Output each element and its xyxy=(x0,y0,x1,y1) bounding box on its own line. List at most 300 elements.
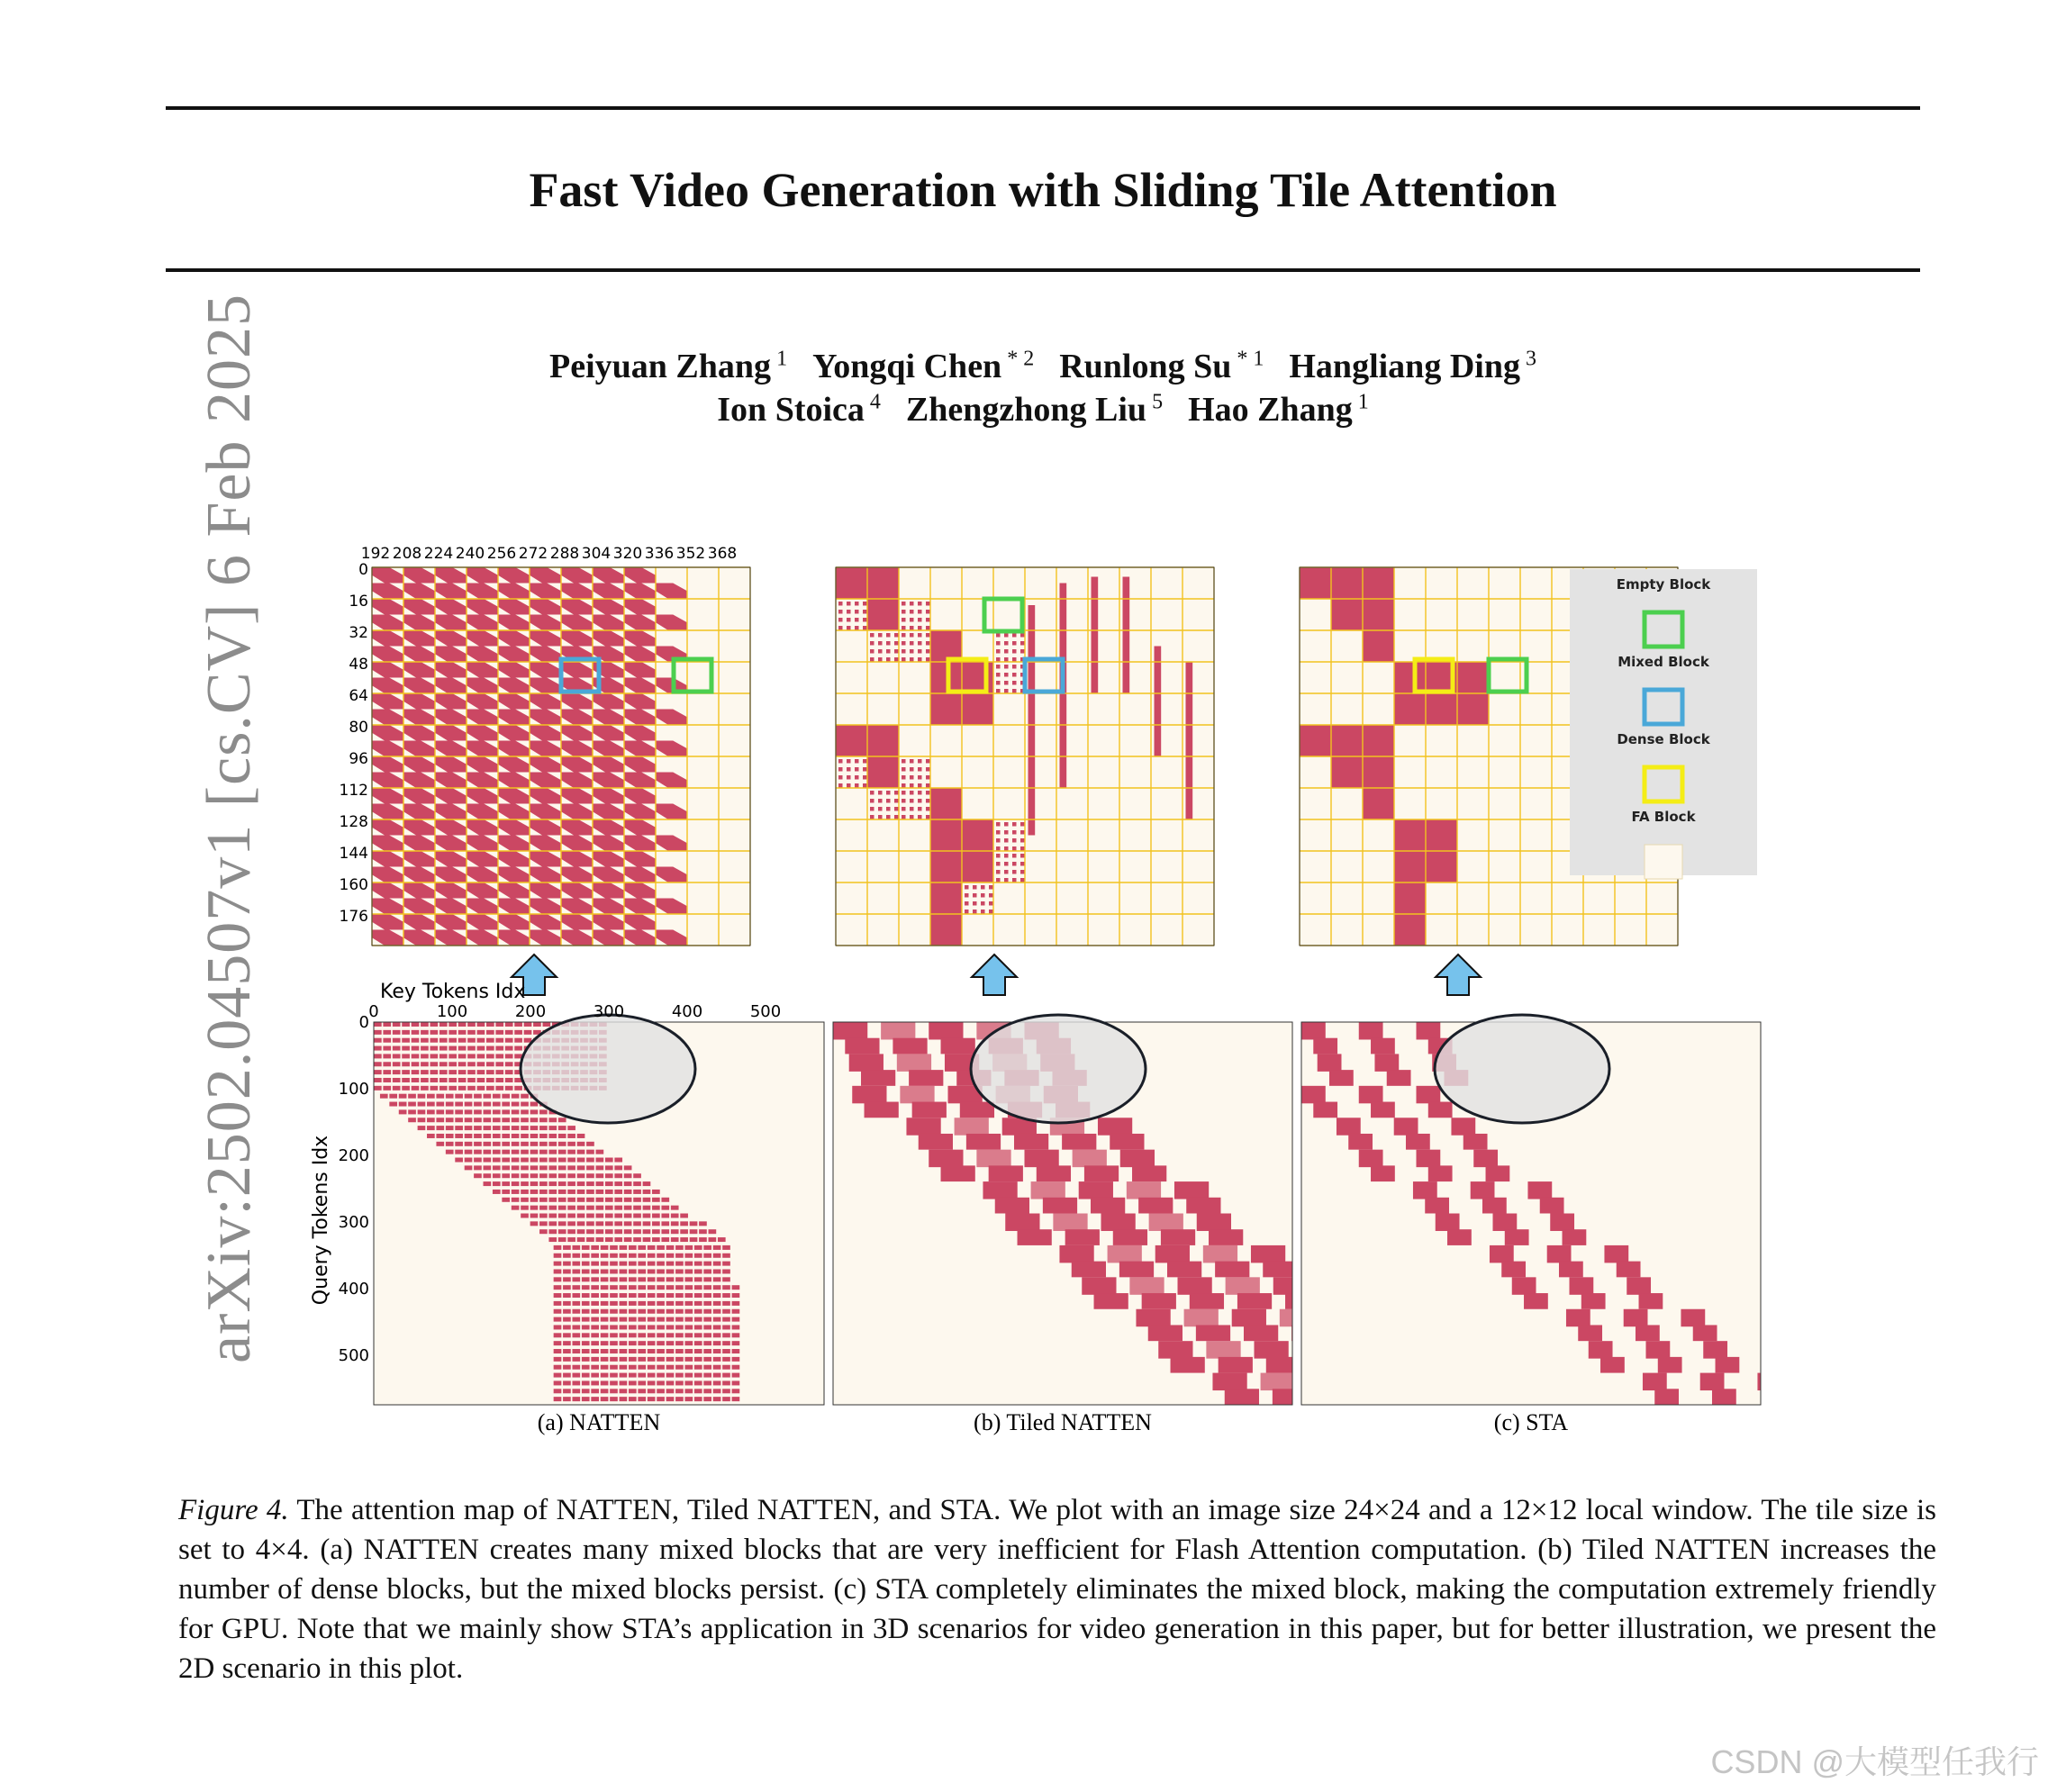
mixed-cell xyxy=(996,846,1001,851)
mask-dash xyxy=(680,1214,688,1218)
mixed-cell xyxy=(1012,673,1017,677)
mixed-cell xyxy=(1020,830,1025,835)
mask-dash xyxy=(713,1380,721,1385)
attention-tile xyxy=(1371,1038,1395,1054)
mask-dash xyxy=(530,1102,539,1107)
attention-tile xyxy=(833,1022,867,1039)
mask-dash xyxy=(530,1118,539,1122)
dense-tile xyxy=(962,819,993,851)
mixed-cell xyxy=(926,618,930,622)
mask-dash xyxy=(684,1365,693,1370)
mask-dash xyxy=(521,1214,529,1218)
attention-tile xyxy=(893,1038,927,1054)
mask-dash xyxy=(558,1181,566,1186)
mask-dash xyxy=(521,1158,529,1163)
mixed-cell xyxy=(1004,878,1009,882)
mixed-cell xyxy=(1004,846,1009,851)
mask-dash xyxy=(465,1109,473,1114)
mask-dash xyxy=(495,1078,503,1082)
attention-tile xyxy=(1215,1262,1249,1278)
mask-dash xyxy=(572,1317,580,1322)
mask-dash xyxy=(512,1190,520,1194)
attention-tile xyxy=(1255,1341,1289,1358)
mixed-cell xyxy=(910,759,914,764)
mask-dash xyxy=(548,1142,557,1146)
mixed-cell xyxy=(918,759,922,764)
mask-dash xyxy=(548,1118,557,1122)
mask-dash xyxy=(694,1349,702,1353)
mask-dash xyxy=(412,1046,420,1051)
mixed-cell xyxy=(910,610,914,614)
mask-dash xyxy=(412,1078,420,1082)
mixed-cell xyxy=(886,641,891,646)
attention-tile xyxy=(1313,1038,1337,1054)
mask-dash xyxy=(418,1118,426,1122)
mask-dash xyxy=(614,1165,622,1170)
mask-dash xyxy=(591,1373,599,1378)
mask-dash xyxy=(465,1126,473,1130)
mask-dash xyxy=(629,1389,637,1393)
mask-dash xyxy=(421,1054,429,1058)
mixed-cell xyxy=(847,610,851,614)
mask-dash xyxy=(539,1134,548,1138)
mask-dash xyxy=(563,1380,571,1385)
mask-dash xyxy=(539,1126,548,1130)
mask-dash xyxy=(694,1365,702,1370)
mixed-cell xyxy=(926,610,930,614)
mask-dash xyxy=(638,1285,646,1290)
mask-dash xyxy=(666,1277,675,1281)
mask-dash xyxy=(436,1118,444,1122)
attention-tile xyxy=(1313,1102,1337,1118)
mask-dash xyxy=(512,1142,520,1146)
mask-dash xyxy=(614,1198,622,1202)
dense-tile xyxy=(1363,630,1394,662)
mask-dash xyxy=(675,1349,684,1353)
mask-dash xyxy=(577,1221,585,1226)
mixed-cell xyxy=(894,633,899,638)
mask-dash xyxy=(505,1062,513,1066)
mask-dash xyxy=(421,1030,429,1035)
mask-dash xyxy=(591,1349,599,1353)
mask-dash xyxy=(657,1365,665,1370)
mask-dash xyxy=(610,1325,618,1329)
mask-dash xyxy=(620,1357,628,1362)
attention-tile xyxy=(1482,1198,1507,1214)
dense-tile xyxy=(1457,662,1489,693)
mask-dash xyxy=(652,1229,660,1234)
mask-dash xyxy=(449,1086,457,1091)
mask-dash xyxy=(582,1357,590,1362)
dense-tile xyxy=(1363,599,1394,630)
mask-dash xyxy=(629,1380,637,1385)
mask-dash xyxy=(586,1190,594,1194)
mask-dash xyxy=(430,1078,439,1082)
mask-dash xyxy=(436,1094,444,1099)
mask-dash xyxy=(652,1237,660,1242)
dense-tile xyxy=(1426,693,1457,725)
attention-tile xyxy=(1471,1181,1495,1199)
attention-tile xyxy=(1053,1214,1087,1231)
mask-dash xyxy=(558,1118,566,1122)
mask-dash xyxy=(684,1333,693,1337)
mask-dash xyxy=(586,1237,594,1242)
mask-dash xyxy=(610,1317,618,1322)
mask-dash xyxy=(601,1357,609,1362)
mask-dash xyxy=(633,1173,641,1178)
mask-dash xyxy=(694,1309,702,1314)
mask-dash xyxy=(393,1062,401,1066)
mask-dash xyxy=(694,1333,702,1337)
mask-dash xyxy=(648,1253,656,1258)
mask-dash xyxy=(539,1181,548,1186)
mixed-cell xyxy=(996,665,1001,669)
mixed-cell xyxy=(910,799,914,803)
mask-dash xyxy=(563,1309,571,1314)
mask-dash xyxy=(374,1070,382,1074)
mask-dash xyxy=(657,1301,665,1306)
zoom-y-tick: 48 xyxy=(349,656,368,674)
mask-dash xyxy=(586,1229,594,1234)
mixed-cell xyxy=(926,649,930,654)
mask-dash xyxy=(427,1109,435,1114)
mixed-cell xyxy=(886,633,891,638)
mask-dash xyxy=(652,1190,660,1194)
mask-dash xyxy=(684,1269,693,1273)
mask-dash xyxy=(675,1397,684,1401)
mask-dash xyxy=(633,1237,641,1242)
mask-dash xyxy=(577,1198,585,1202)
mask-dash xyxy=(722,1245,730,1250)
mask-dash xyxy=(596,1181,604,1186)
mask-dash xyxy=(543,1022,551,1027)
mask-dash xyxy=(703,1325,711,1329)
dense-tile xyxy=(962,693,993,725)
mask-dash xyxy=(675,1245,684,1250)
mask-dash xyxy=(446,1134,454,1138)
mask-dash xyxy=(563,1373,571,1378)
mask-dash xyxy=(648,1301,656,1306)
mask-dash xyxy=(577,1237,585,1242)
mask-dash xyxy=(586,1198,594,1202)
mask-dash xyxy=(648,1317,656,1322)
mask-dash xyxy=(554,1277,562,1281)
mask-dash xyxy=(657,1309,665,1314)
full-y-tick: 300 xyxy=(338,1213,369,1232)
mixed-cell xyxy=(902,767,906,772)
mask-dash xyxy=(539,1158,548,1163)
mask-dash xyxy=(620,1333,628,1337)
mask-dash xyxy=(601,1245,609,1250)
mask-dash xyxy=(638,1309,646,1314)
block-legend xyxy=(1570,569,1757,879)
mask-dash xyxy=(577,1150,585,1154)
mixed-cell xyxy=(870,657,874,662)
attention-tile xyxy=(1700,1373,1725,1390)
mask-dash xyxy=(530,1173,539,1178)
mask-dash xyxy=(467,1054,476,1058)
mask-dash xyxy=(455,1134,463,1138)
mask-dash xyxy=(502,1094,510,1099)
mask-dash xyxy=(657,1349,665,1353)
author-hangliang-ding xyxy=(1289,348,1536,385)
mask-dash xyxy=(458,1022,467,1027)
mask-dash xyxy=(530,1150,539,1154)
mask-dash xyxy=(722,1389,730,1393)
mask-dash xyxy=(548,1229,557,1234)
mask-dash xyxy=(521,1134,529,1138)
zoom-y-tick: 128 xyxy=(339,813,368,831)
mask-dash xyxy=(666,1325,675,1329)
mask-dash xyxy=(554,1317,562,1322)
mixed-cell xyxy=(996,854,1001,858)
mask-dash xyxy=(548,1237,557,1242)
mask-dash xyxy=(582,1341,590,1345)
mask-dash xyxy=(652,1214,660,1218)
dense-tile xyxy=(930,851,962,882)
dense-tile xyxy=(867,567,899,599)
mask-dash xyxy=(521,1094,529,1099)
mask-dash xyxy=(577,1142,585,1146)
mask-dash xyxy=(502,1134,510,1138)
attention-tile xyxy=(1148,1325,1183,1341)
mask-dash xyxy=(524,1022,532,1027)
mask-dash xyxy=(418,1094,426,1099)
mask-dash xyxy=(554,1389,562,1393)
mask-dash xyxy=(512,1094,520,1099)
attention-tile xyxy=(1550,1214,1574,1231)
attention-tile xyxy=(1244,1325,1278,1341)
attention-tile xyxy=(1604,1245,1628,1263)
mask-dash xyxy=(572,1373,580,1378)
mask-dash xyxy=(586,1221,594,1226)
attention-tile xyxy=(929,1150,963,1167)
mixed-cell xyxy=(838,610,843,614)
mask-dash xyxy=(732,1325,740,1329)
mask-dash xyxy=(582,1285,590,1290)
attention-tile xyxy=(1589,1341,1613,1358)
attention-tile xyxy=(1190,1293,1224,1309)
mask-dash xyxy=(493,1190,501,1194)
mask-dash xyxy=(512,1118,520,1122)
figure-caption xyxy=(178,1490,1936,1688)
mask-dash xyxy=(694,1277,702,1281)
mask-dash xyxy=(680,1237,688,1242)
full-y-tick: 200 xyxy=(338,1146,369,1165)
zoom-y-tick: 160 xyxy=(339,876,368,894)
mask-dash xyxy=(703,1365,711,1370)
mask-dash xyxy=(648,1349,656,1353)
mask-dash xyxy=(666,1301,675,1306)
mask-dash xyxy=(643,1190,651,1194)
mask-dash xyxy=(439,1022,448,1027)
mask-dash xyxy=(486,1070,494,1074)
mask-dash xyxy=(620,1245,628,1250)
mask-dash xyxy=(713,1317,721,1322)
mask-dash xyxy=(601,1325,609,1329)
mask-dash xyxy=(690,1237,698,1242)
mask-dash xyxy=(554,1285,562,1290)
mask-dash xyxy=(572,1365,580,1370)
mask-dash xyxy=(709,1229,717,1234)
mask-dash xyxy=(533,1022,541,1027)
full-x-tick: 100 xyxy=(436,1002,468,1021)
caption-text: The attention map of NATTEN, Tiled NATTEN, and STA. We plot with an image size 24×24 and a 12×12 local window. The tile size is set to 4×4. (a) NATTEN creates many mixed blocks that are very inefficient for Flash Attention computation. (b) Tiled NATTEN increases the number of dense blocks, but the mixed blocks persist. (c) STA completely eliminates the mixed block, making the computation extremely friendly for GPU. Note that we mainly show STA’s application in 3D scenarios for video generation in this paper, but for better illustration, we present the 2D scenario in this plot. xyxy=(178,1494,1936,1685)
mask-dash xyxy=(558,1126,566,1130)
mask-dash xyxy=(465,1102,473,1107)
attention-tile xyxy=(1206,1341,1240,1358)
mask-dash xyxy=(694,1325,702,1329)
mask-dash xyxy=(495,1086,503,1091)
mask-dash xyxy=(477,1054,485,1058)
mask-dash xyxy=(502,1150,510,1154)
mask-dash xyxy=(666,1285,675,1290)
mask-dash xyxy=(605,1181,613,1186)
dense-tile xyxy=(962,662,993,693)
dense-tile xyxy=(1300,567,1331,599)
mask-dash xyxy=(577,1158,585,1163)
mask-dash xyxy=(502,1181,510,1186)
mask-dash xyxy=(389,1094,397,1099)
mask-dash xyxy=(620,1380,628,1385)
mask-dash xyxy=(675,1277,684,1281)
mask-dash xyxy=(484,1126,492,1130)
mask-dash xyxy=(467,1078,476,1082)
mask-dash xyxy=(722,1349,730,1353)
mask-dash xyxy=(713,1357,721,1362)
mask-dash xyxy=(684,1341,693,1345)
mask-dash xyxy=(684,1262,693,1266)
attention-tile xyxy=(1059,1245,1093,1263)
mask-dash xyxy=(563,1317,571,1322)
mask-dash xyxy=(620,1317,628,1322)
attention-tile xyxy=(1062,1134,1096,1150)
mask-dash xyxy=(652,1221,660,1226)
mixed-cell xyxy=(1012,641,1017,646)
mask-dash xyxy=(558,1214,566,1218)
mixed-cell xyxy=(855,783,859,788)
mask-dash xyxy=(605,1165,613,1170)
mask-dash xyxy=(586,1150,594,1154)
attention-tile xyxy=(1703,1341,1727,1358)
mask-dash xyxy=(446,1109,454,1114)
mask-dash xyxy=(699,1237,707,1242)
mask-dash xyxy=(638,1397,646,1401)
mask-dash xyxy=(539,1221,548,1226)
mask-dash xyxy=(486,1054,494,1058)
mask-dash xyxy=(648,1397,656,1401)
author-peiyuan-zhang xyxy=(549,348,787,385)
mixed-cell xyxy=(886,799,891,803)
mask-dash xyxy=(610,1301,618,1306)
mask-dash xyxy=(439,1054,448,1058)
mask-dash xyxy=(732,1301,740,1306)
mask-dash xyxy=(643,1237,651,1242)
mask-dash xyxy=(601,1397,609,1401)
mixed-cell xyxy=(910,657,914,662)
mixed-cell xyxy=(1012,689,1017,693)
mixed-cell xyxy=(918,602,922,606)
mask-dash xyxy=(449,1070,457,1074)
mask-dash xyxy=(666,1317,675,1322)
mask-dash xyxy=(402,1078,410,1082)
mask-dash xyxy=(648,1389,656,1393)
dense-tile xyxy=(836,725,867,756)
mask-dash xyxy=(539,1190,548,1194)
attention-tile xyxy=(1098,1118,1132,1135)
attention-tile xyxy=(1693,1325,1717,1341)
mask-dash xyxy=(449,1046,457,1051)
mask-dash xyxy=(563,1301,571,1306)
mixed-cell xyxy=(902,791,906,795)
mask-dash xyxy=(614,1237,622,1242)
panel-label: (c) STA xyxy=(1493,1409,1569,1435)
mask-dash xyxy=(638,1349,646,1353)
attention-tile xyxy=(1232,1309,1266,1326)
mask-dash xyxy=(530,1126,539,1130)
zoom-y-tick: 32 xyxy=(349,624,368,642)
mask-dash xyxy=(455,1150,463,1154)
mixed-cell xyxy=(981,893,985,898)
attention-tile xyxy=(1082,1277,1116,1294)
mixed-cell xyxy=(1012,665,1017,669)
mask-dash xyxy=(620,1349,628,1353)
attention-tile xyxy=(1219,1357,1253,1373)
attention-tile xyxy=(1212,1373,1246,1390)
full-panel-sta xyxy=(1301,1015,1794,1405)
mask-dash xyxy=(530,1158,539,1163)
mask-dash xyxy=(657,1341,665,1345)
mask-dash xyxy=(563,1269,571,1273)
mask-dash xyxy=(722,1333,730,1337)
mixed-cell xyxy=(910,783,914,788)
zoom-region-ellipse xyxy=(971,1015,1146,1123)
mask-dash xyxy=(648,1373,656,1378)
mask-dash xyxy=(675,1317,684,1322)
author-affiliation: 1 xyxy=(1352,390,1369,414)
mixed-cell xyxy=(886,807,891,811)
zoom-y-tick: 112 xyxy=(339,782,368,800)
mask-dash xyxy=(610,1277,618,1281)
mask-dash xyxy=(505,1030,513,1035)
mask-dash xyxy=(446,1150,454,1154)
mask-dash xyxy=(601,1301,609,1306)
mixed-cell xyxy=(1012,657,1017,662)
mask-dash xyxy=(629,1373,637,1378)
attention-tile xyxy=(1624,1309,1648,1326)
mixed-cell xyxy=(926,807,930,811)
mask-dash xyxy=(614,1229,622,1234)
mask-dash xyxy=(486,1086,494,1091)
mixed-cell xyxy=(1012,681,1017,685)
mask-dash xyxy=(421,1046,429,1051)
mask-dash xyxy=(661,1221,669,1226)
mask-dash xyxy=(605,1198,613,1202)
attention-tile xyxy=(845,1038,879,1054)
mask-dash xyxy=(722,1397,730,1401)
mask-dash xyxy=(666,1341,675,1345)
mask-dash xyxy=(703,1357,711,1362)
mixed-cell xyxy=(1004,633,1009,638)
mask-dash xyxy=(703,1373,711,1378)
mask-dash xyxy=(680,1221,688,1226)
mask-dash xyxy=(610,1341,618,1345)
attention-tile xyxy=(1425,1198,1449,1214)
mixed-cell xyxy=(910,649,914,654)
mixed-cell xyxy=(894,799,899,803)
attention-tile xyxy=(1636,1325,1660,1341)
zoom-x-tick: 304 xyxy=(581,545,612,563)
